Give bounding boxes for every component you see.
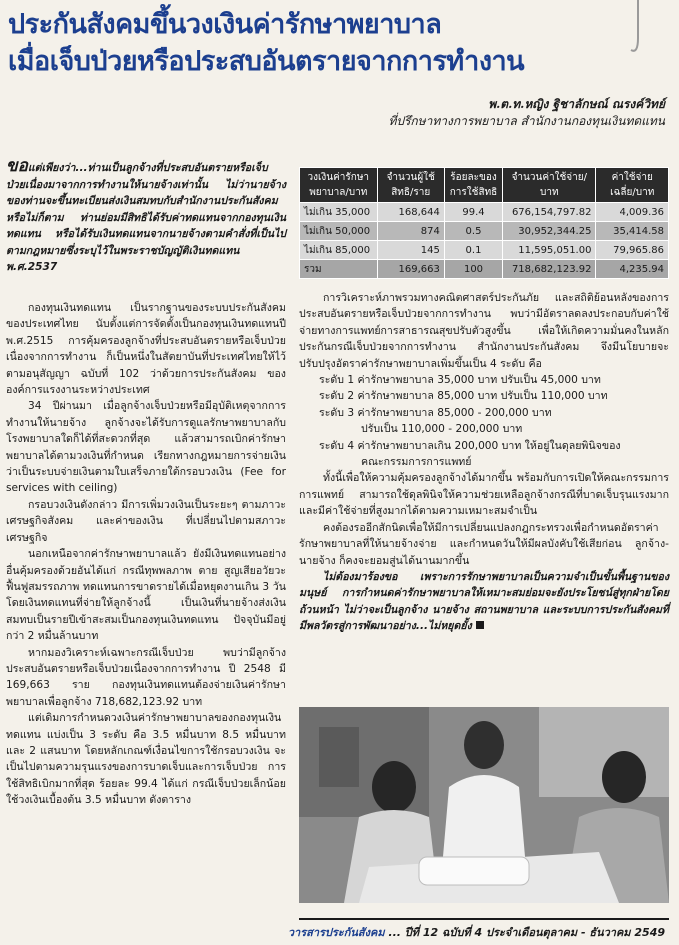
table-header-row	[300, 168, 669, 203]
table-row	[300, 241, 669, 260]
right-paragraph-2: ทั้งนี้เพื่อให้ความคุ้มครองลูกจ้างได้มากขึ้น พร้อมกับการเปิดให้คณะกรรมการการแพทย์ สามารถใช้ดุลพินิจให้ความช่วยเหลือลูกจ้างกรณีที่บาดเจ็บรุนแรงมาก และมีค่าใช้จ่ายที่สูงมากได้ตามความเหมาะสมจำเป็น	[299, 472, 669, 518]
table-cell: 99.4	[444, 203, 502, 222]
article-photo	[299, 707, 669, 903]
lead-paragraph	[6, 158, 286, 276]
level-3-continued: ปรับเป็น 110,000 - 200,000 บาท	[361, 423, 523, 436]
closing-text: ไม่ต้องมาร้องขอ เพราะการรักษาพยาบาลเป็นความจำเป็นขั้นพื้นฐานของมนุษย์ การกำหนดค่ารักษาพยาบาลให้เหมาะสมย่อมจะยังประโยชน์สู่ทุกฝ่ายโดยถ้วนหน้า ไม่ว่าจะเป็นลูกจ้าง นายจ้าง สถานพยาบาล และระบบการประกันสังคมที่มีพลวัตรสู่การพัฒนาอย่าง...ไม่หยุดยั้ง	[299, 570, 669, 633]
footer-divider	[299, 918, 669, 920]
table-row	[300, 203, 669, 222]
level-2: ระดับ 2 ค่ารักษาพยาบาล 85,000 บาท ปรับเป็น 110,000 บาท	[319, 390, 608, 403]
left-paragraph-3: กรอบวงเงินดังกล่าว มีการเพิ่มวงเงินเป็นระยะๆ ตามภาวะเศรษฐกิจสังคม และค่าของเงิน ที่เปลี่ยนไปตามสภาวะเศรษฐกิจ	[6, 498, 286, 544]
author-name: พ.ต.ท.หญิง ฐิชาลักษณ์ ณรงค์วิทย์	[488, 97, 665, 111]
table-header: จำนวนค่าใช้จ่าย/บาท	[503, 168, 596, 203]
level-4: ระดับ 4 ค่ารักษาพยาบาลเกิน 200,000 บาท ให้อยู่ในดุลยพินิจของ	[319, 439, 621, 452]
table-cell: 30,952,344.25	[503, 222, 596, 241]
level-4-continued: คณะกรรมการการแพทย์	[361, 456, 472, 469]
table-cell: ไม่เกิน 50,000	[300, 222, 378, 241]
table-cell: 676,154,797.82	[503, 203, 596, 222]
table-header: ร้อยละของการใช้สิทธิ	[444, 168, 502, 203]
table-row	[300, 222, 669, 241]
table-cell: 35,414.58	[596, 222, 669, 241]
closing-paragraph	[299, 569, 669, 635]
level-3: ระดับ 3 ค่ารักษาพยาบาล 85,000 - 200,000 บาท	[319, 406, 552, 419]
right-paragraph-1: การวิเคราะห์ภาพรวมทางคณิตศาสตร์ประกันภัย และสถิติย้อนหลังของการประสบอันตรายหรือเจ็บป่วยจากการทำงาน พบว่ามีอัตราลดลงประกอบกับค่าใช้จ่ายทางการแพทย์การสาธารณสุขปรับตัวสูงขึ้น เพื่อให้เกิดความมั่นคงในหลักประกันกรณีเจ็บป่วยจากการทำงาน สำนักงานประกันสังคม จึงมีนโยบายจะปรับปรุงอัตราค่ารักษาพยาบาลเพิ่มขึ้นเป็น 4 ระดับ คือ	[299, 292, 669, 370]
lead-keyword: ขอ	[6, 156, 28, 176]
expense-table	[299, 167, 669, 279]
lead-text: แต่เพียงว่า...ท่านเป็นลูกจ้างที่ประสบอันตรายหรือเจ็บป่วยเนื่องมาจากการทำงานให้นายจ้างเท่านั้น ไม่ว่านายจ้างของท่านจะขึ้นทะเบียนส่งเงินสมทบกับสำนักงานประกันสังคมหรือไม่ก็ตาม ท่านย่อมมีสิทธิได้รับค่าทดแทนจากกองทุนเงินทดแทน หรือได้รับเงินทดแทนจากนายจ้างตามคำสั่งที่เป็นไปตามกฎหมายซึ่งระบุไว้ในพระราชบัญญัติเงินทดแทน พ.ศ.2537	[6, 162, 286, 273]
left-paragraph-1: กองทุนเงินทดแทน เป็นรากฐานของระบบประกันสังคมของประเทศไทย นับตั้งแต่การจัดตั้งเป็นกองทุนเงินทดแทนปี พ.ศ.2515 การคุ้มครองลูกจ้างที่ประสบอันตรายหรือเจ็บป่วยเนื่องจากการทำงาน ก็เป็นหนึ่งในสัตยาบันที่ประเทศไทยให้ไว้ตามอนุสัญญา ฉบับที่ 102 ว่าด้วยการประกันสังคม ขององค์การแรงงานระหว่างประเทศ	[6, 302, 286, 397]
table-header: จำนวนผู้ใช้สิทธิ/ราย	[377, 168, 444, 203]
hook-icon	[627, 0, 649, 60]
table-header: วงเงินค่ารักษาพยาบาล/บาท	[300, 168, 378, 203]
left-paragraph-2: 34 ปีผ่านมา เมื่อลูกจ้างเจ็บป่วยหรือมีอุบัติเหตุจากการทำงานให้นายจ้าง ลูกจ้างจะได้รับการดูแลรักษาพยาบาลกับโรงพยาบาลใดก็ได้ที่สะดวกที่สุด แล้วสามารถเบิกค่ารักษาพยาบาลได้ตามวงเงินที่กำหนด เรียกทางกฎหมายการจ่ายเงินว่าเป็นระบบจ่ายเงินตามใบเสร็จภายใต้กรอบวงเงิน (Fee for services with ceiling)	[6, 400, 286, 495]
left-paragraph-5: หากมองวิเคราะห์เฉพาะกรณีเจ็บป่วย พบว่ามีลูกจ้างประสบอันตรายหรือเจ็บป่วยเนื่องจากการทำงาน ปี 2548 มี 169,663 ราย กองทุนเงินทดแทนต้องจ่ายเงินค่ารักษาพยาบาลเพื่อลูกจ้าง 718,682,123.92 บาท	[6, 646, 286, 708]
table-cell: ไม่เกิน 35,000	[300, 203, 378, 222]
table-cell: 0.5	[444, 222, 502, 241]
table-cell: 169,663	[377, 260, 444, 279]
table-header: ค่าใช้จ่ายเฉลี่ย/บาท	[596, 168, 669, 203]
footer-text	[288, 923, 665, 941]
author-title: ที่ปรึกษาทางการพยาบาล สำนักงานกองทุนเงินทดแทน	[388, 114, 665, 128]
table-cell: 100	[444, 260, 502, 279]
table-cell: 4,009.36	[596, 203, 669, 222]
table-cell: 718,682,123.92	[503, 260, 596, 279]
left-column	[6, 300, 286, 809]
table-cell: รวม	[300, 260, 378, 279]
table-cell: 874	[377, 222, 444, 241]
table-cell: 4,235.94	[596, 260, 669, 279]
table-total-row	[300, 260, 669, 279]
left-paragraph-4: นอกเหนือจากค่ารักษาพยาบาลแล้ว ยังมีเงินทดแทนอย่างอื่นคุ้มครองด้วยอันได้แก่ กรณีทุพพลภาพ ตาย สูญเสียอวัยวะ ฟื้นฟูสมรรถภาพ ทดแทนการขาดรายได้เมื่อหยุดงานเกิน 3 วัน โดยเงินทดแทนที่จ่ายให้ลูกจ้างนี้ เป็นเงินที่นายจ้างส่งเงินสมทบเป็นรายปีเข้าสะสมเป็นกองทุนเงินทดแทน ปัจจุบันมีอยู่กว่า 2 หมื่นล้านบาท	[6, 548, 286, 643]
title-line-1: ประกันสังคมขึ้นวงเงินค่ารักษาพยาบาล	[8, 9, 442, 40]
table-cell: ไม่เกิน 85,000	[300, 241, 378, 260]
article-title	[8, 6, 598, 80]
author-block	[388, 96, 665, 130]
table-cell: 168,644	[377, 203, 444, 222]
table-cell: 145	[377, 241, 444, 260]
page-footer	[0, 910, 679, 945]
title-line-2: เมื่อเจ็บป่วยหรือประสบอันตรายจากการทำงาน	[8, 46, 525, 77]
right-paragraph-3: คงต้องรออีกสักนิดเพื่อให้มีการเปลี่ยนแปลงกฎกระทรวงเพื่อกำหนดอัตราค่ารักษาพยาบาลที่ให้นายจ้างจ่าย และกำหนดวันให้มีผลบังคับใช้เสียก่อน ลูกจ้าง-นายจ้าง ก็คงจะยอมสู่นได้นานมากขึ้น	[299, 521, 669, 567]
level-1: ระดับ 1 ค่ารักษาพยาบาล 35,000 บาท ปรับเป็น 45,000 บาท	[319, 374, 601, 387]
right-column	[299, 290, 669, 635]
left-paragraph-6: แต่เดิมการกำหนดวงเงินค่ารักษาพยาบาลของกองทุนเงินทดแทน แบ่งเป็น 3 ระดับ คือ 3.5 หมื่นบาท 8.5 หมื่นบาท และ 2 แสนบาท โดยหลักเกณฑ์เงื่อนไขการใช้กรอบวงเงิน จะเป็นไปตามความรุนแรงของการบาดเจ็บและการเจ็บป่วย การใช้สิทธิเบิกมากที่สุด ร้อยละ 99.4 ได้แก่ กรณีเจ็บป่วยเล็กน้อย ใช้วงเงินเบื้องต้น 3.5 หมื่นบาท ดังตาราง	[6, 712, 286, 807]
table-cell: 0.1	[444, 241, 502, 260]
table-cell: 79,965.86	[596, 241, 669, 260]
end-of-article-icon	[476, 621, 484, 629]
table-cell: 11,595,051.00	[503, 241, 596, 260]
publication-name: วารสารประกันสังคม	[287, 926, 385, 939]
issue-info: ... ปีที่ 12 ฉบับที่ 4 ประจำเดือนตุลาคม - ธันวาคม 2549	[388, 926, 665, 939]
